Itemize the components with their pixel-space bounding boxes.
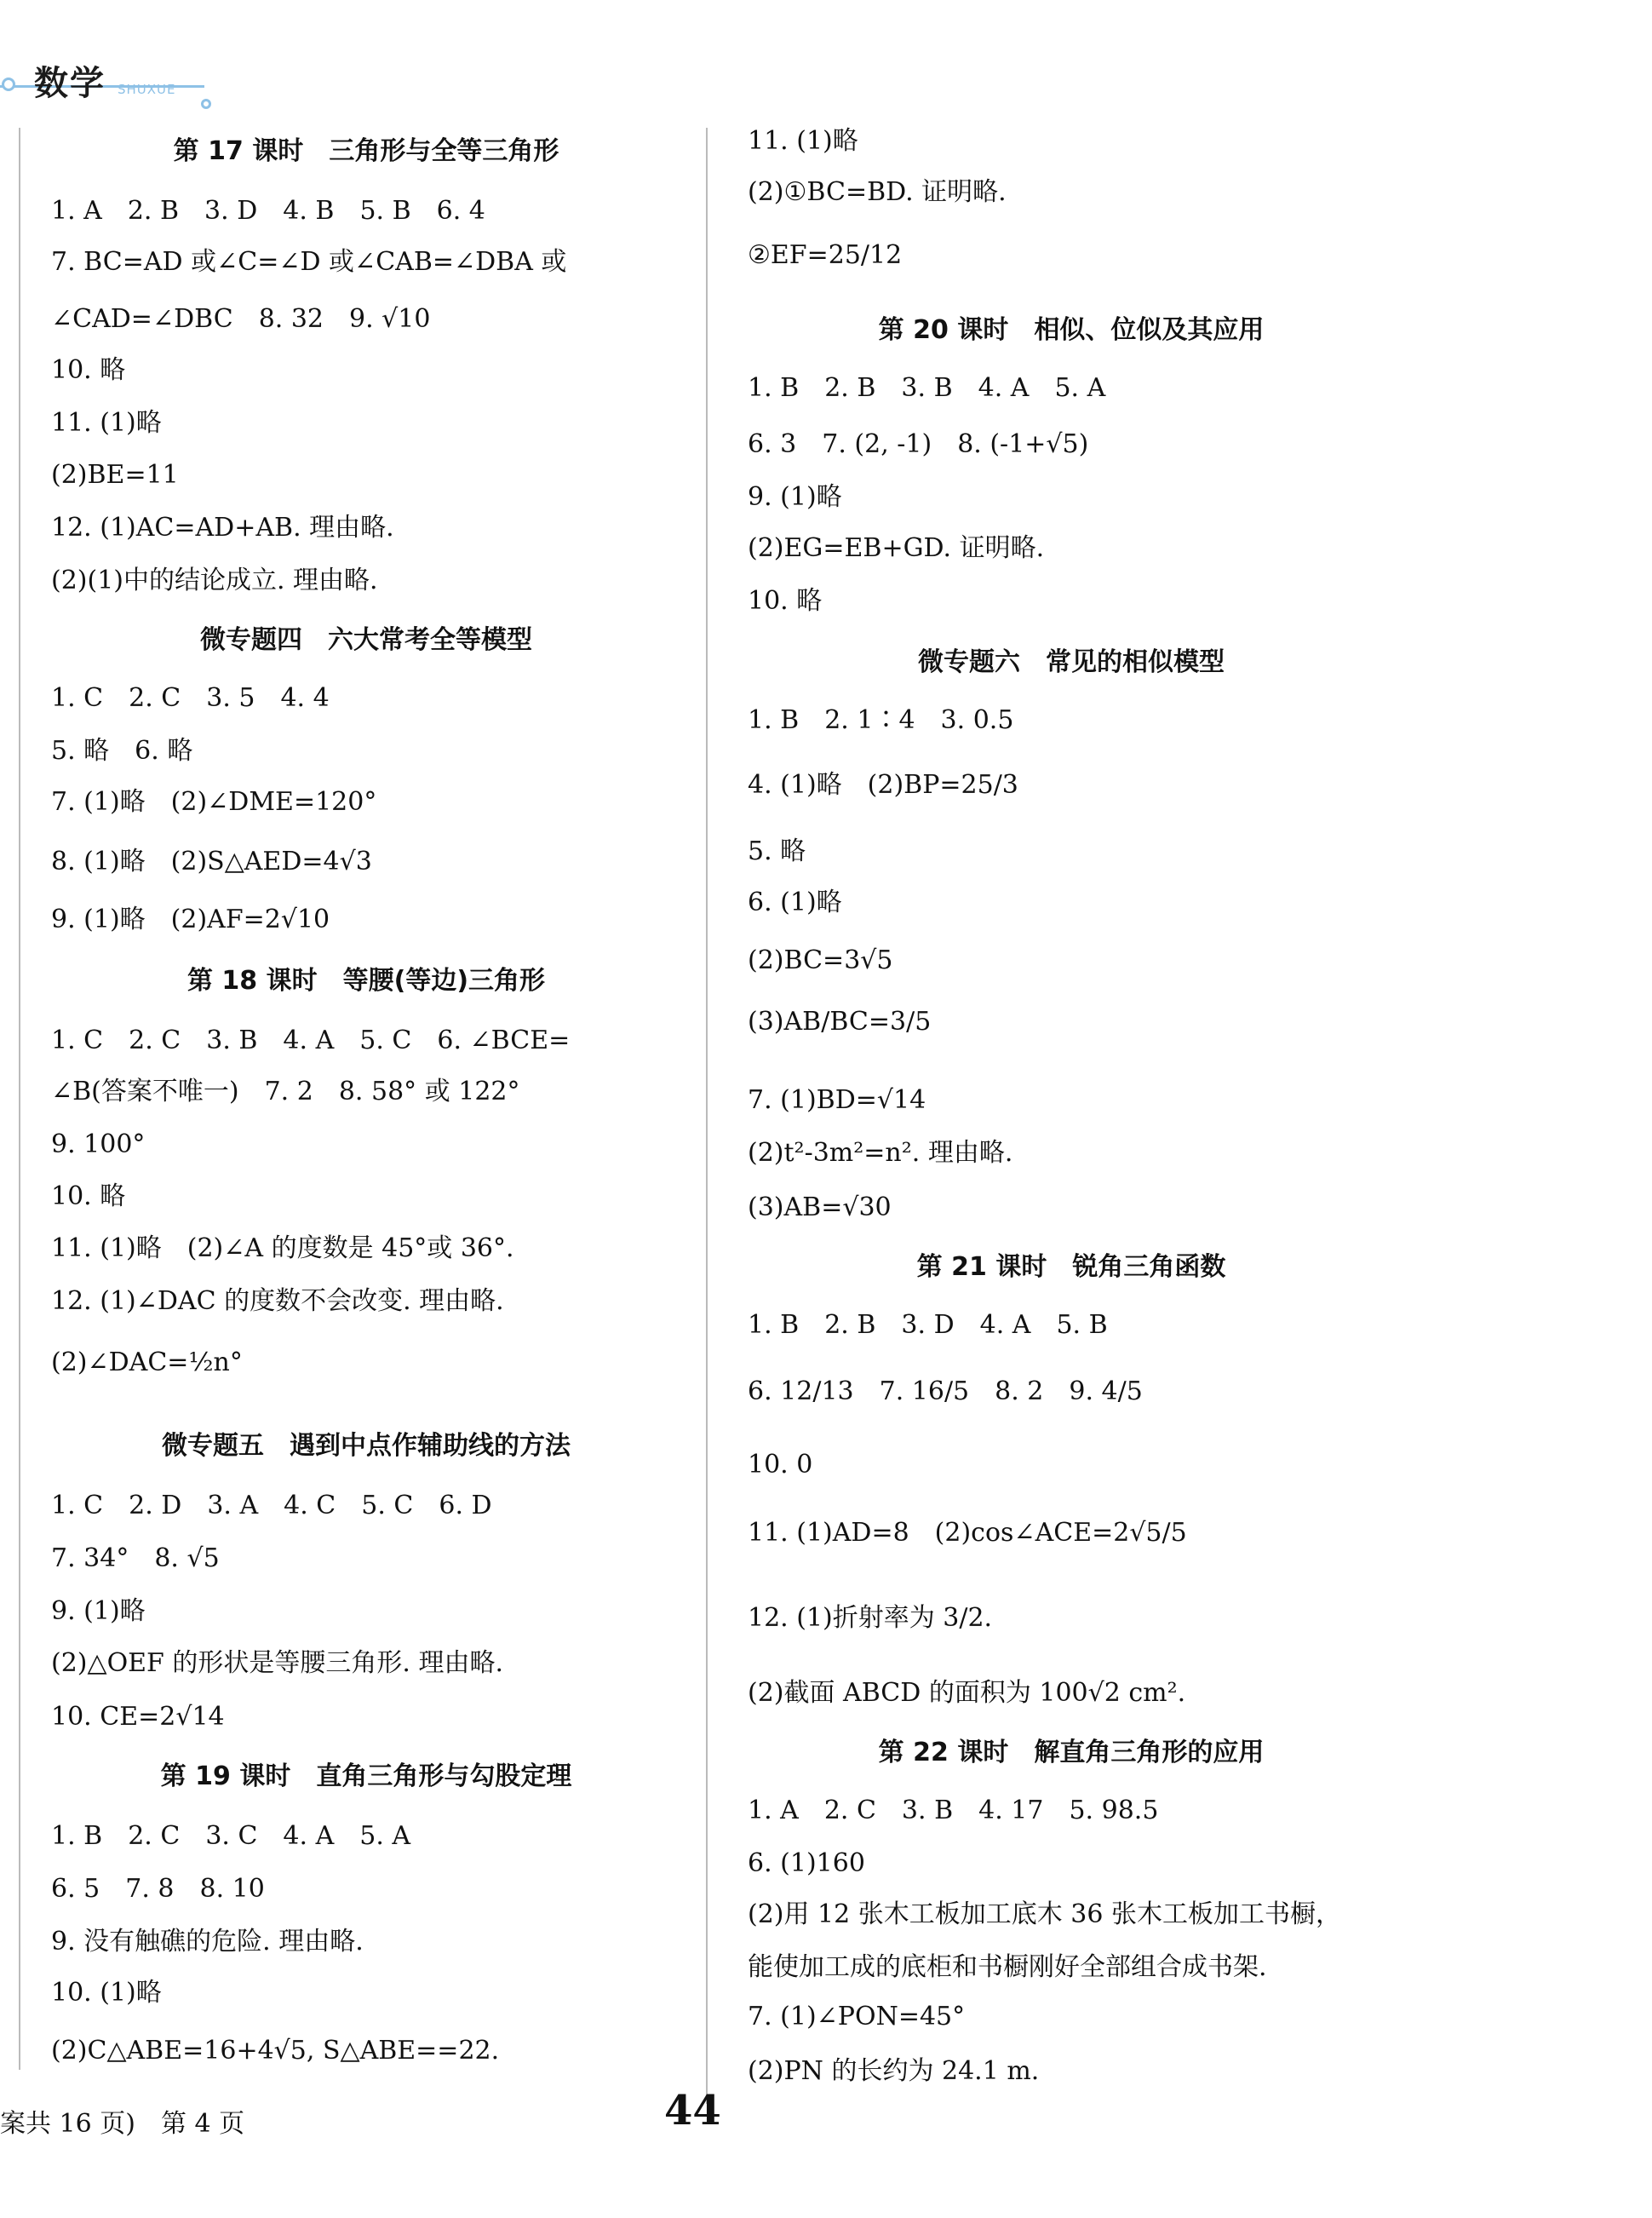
page-header: [0, 0, 255, 119]
answer-line: 1. A 2. B 3. D 4. B 5. B 6. 4: [51, 196, 485, 226]
answer-line: 10. (1)略: [51, 1978, 162, 2008]
answer-line: 6. (1)略: [748, 888, 842, 917]
answer-line: 12. (1)AC=AD+AB. 理由略.: [51, 513, 394, 543]
answer-line: 10. 略: [748, 586, 823, 616]
answer-line: ∠CAD=∠DBC 8. 32 9. √10: [51, 304, 431, 334]
answer-line: ②EF=25/12: [748, 240, 903, 270]
section-heading: 微专题五 遇到中点作辅助线的方法: [162, 1431, 571, 1461]
section-heading: 第 19 课时 直角三角形与勾股定理: [160, 1761, 572, 1791]
answer-line: (2)C△ABE=16+4√5, S△ABE==22.: [51, 2036, 500, 2066]
answer-line: 10. CE=2√14: [51, 1702, 225, 1732]
answer-line: 6. 12/13 7. 16/5 8. 2 9. 4/5: [748, 1376, 1143, 1406]
answer-line: 10. 0: [748, 1450, 813, 1480]
section-heading: 第 17 课时 三角形与全等三角形: [173, 136, 559, 166]
answer-line: 1. A 2. C 3. B 4. 17 5. 98.5: [748, 1796, 1159, 1825]
section-heading: 微专题四 六大常考全等模型: [200, 625, 532, 655]
answer-line: 5. 略 6. 略: [51, 736, 193, 766]
section-heading: 第 21 课时 锐角三角函数: [916, 1252, 1226, 1282]
subject-pinyin: SHUXUE: [118, 82, 176, 97]
column-divider: [706, 128, 708, 2104]
page-number: 44: [664, 2087, 721, 2135]
answer-line: 1. B 2. C 3. C 4. A 5. A: [51, 1821, 411, 1851]
answer-line: 1. B 2. B 3. D 4. A 5. B: [748, 1310, 1108, 1340]
answer-line: (2)截面 ABCD 的面积为 100√2 cm².: [748, 1678, 1186, 1708]
answer-line: 7. (1)BD=√14: [748, 1085, 926, 1115]
answer-line: 1. B 2. 1∶4 3. 0.5: [748, 705, 1014, 735]
answer-line: (2)用 12 张木工板加工底木 36 张木工板加工书橱，: [748, 1899, 1341, 1929]
answer-line: 12. (1)∠DAC 的度数不会改变. 理由略.: [51, 1286, 504, 1316]
answer-line: 6. 5 7. 8 8. 10: [51, 1874, 265, 1904]
answer-line: 7. 34° 8. √5: [51, 1543, 220, 1573]
section-heading: 微专题六 常见的相似模型: [918, 647, 1225, 677]
answer-line: (2)BC=3√5: [748, 945, 893, 975]
answer-line: 11. (1)略: [748, 126, 858, 156]
answer-line: (2)∠DAC=½n°: [51, 1347, 243, 1377]
answer-line: 能使加工成的底柜和书橱刚好全部组合成书架.: [748, 1952, 1267, 1982]
answer-line: (2)EG=EB+GD. 证明略.: [748, 533, 1045, 563]
answer-line: 4. (1)略 (2)BP=25/3: [748, 770, 1018, 800]
answer-line: 6. 3 7. (2, -1) 8. (-1+√5): [748, 429, 1089, 459]
answer-line: (3)AB/BC=3/5: [748, 1007, 932, 1037]
answer-line: 8. (1)略 (2)S△AED=4√3: [51, 847, 372, 876]
footer-page-info: 案共 16 页) 第 4 页: [0, 2109, 245, 2139]
answer-line: (3)AB=√30: [748, 1192, 892, 1222]
answer-line: 11. (1)AD=8 (2)cos∠ACE=2√5/5: [748, 1518, 1187, 1548]
answer-line: 10. 略: [51, 1181, 126, 1211]
answer-line: 10. 略: [51, 355, 126, 385]
answer-line: 11. (1)略 (2)∠A 的度数是 45°或 36°.: [51, 1233, 514, 1263]
answer-line: 6. (1)160: [748, 1848, 865, 1878]
answer-line: 7. (1)略 (2)∠DME=120°: [51, 787, 377, 817]
answer-line: (2)t²-3m²=n². 理由略.: [748, 1138, 1013, 1168]
header-dot-icon: [2, 78, 15, 91]
answer-line: 9. 没有触礁的危险. 理由略.: [51, 1927, 364, 1957]
answer-line: (2)①BC=BD. 证明略.: [748, 177, 1007, 207]
answer-line: 11. (1)略: [51, 408, 162, 438]
answer-line: 12. (1)折射率为 3/2.: [748, 1603, 993, 1633]
answer-line: (2)PN 的长约为 24.1 m.: [748, 2056, 1040, 2086]
answer-line: 7. (1)∠PON=45°: [748, 2002, 966, 2031]
answer-line: 1. C 2. C 3. 5 4. 4: [51, 683, 330, 713]
answer-line: ∠B(答案不唯一) 7. 2 8. 58° 或 122°: [51, 1077, 520, 1106]
left-margin-rule: [19, 128, 20, 2070]
section-heading: 第 18 课时 等腰(等边)三角形: [186, 966, 546, 996]
answer-line: (2)(1)中的结论成立. 理由略.: [51, 566, 378, 595]
answer-line: 9. (1)略: [748, 482, 842, 512]
answer-line: 1. C 2. C 3. B 4. A 5. C 6. ∠BCE=: [51, 1026, 571, 1055]
answer-line: (2)BE=11: [51, 460, 179, 490]
answer-line: 1. C 2. D 3. A 4. C 5. C 6. D: [51, 1491, 492, 1520]
answer-line: 7. BC=AD 或∠C=∠D 或∠CAB=∠DBA 或: [51, 247, 567, 277]
answer-line: (2)△OEF 的形状是等腰三角形. 理由略.: [51, 1648, 504, 1678]
section-heading: 第 20 课时 相似、位似及其应用: [878, 315, 1265, 345]
answer-line: 9. (1)略: [51, 1596, 146, 1626]
header-dot-icon: [201, 99, 211, 109]
answer-line: 1. B 2. B 3. B 4. A 5. A: [748, 373, 1106, 403]
answer-line: 9. 100°: [51, 1129, 146, 1159]
answer-line: 9. (1)略 (2)AF=2√10: [51, 905, 330, 934]
answer-line: 5. 略: [748, 836, 806, 866]
section-heading: 第 22 课时 解直角三角形的应用: [878, 1738, 1265, 1767]
subject-title: 数学: [34, 64, 106, 103]
